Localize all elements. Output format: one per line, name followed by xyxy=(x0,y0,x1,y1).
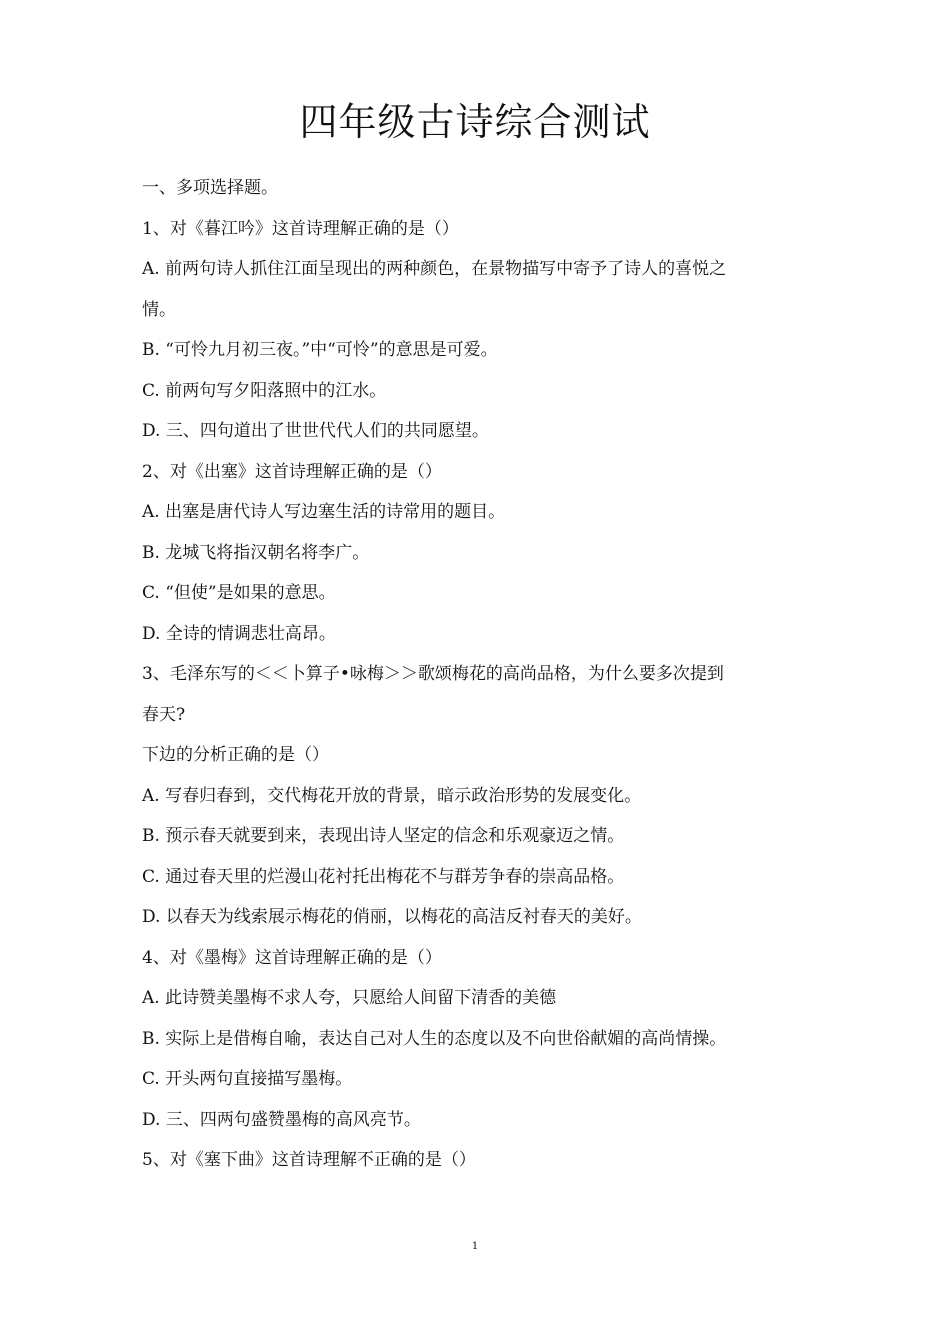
question-1-option-b: B. “可怜九月初三夜。”中“可怜”的意思是可爱。 xyxy=(142,340,498,360)
question-4-option-d: D. 三、四两句盛赞墨梅的高风亮节。 xyxy=(142,1109,421,1130)
question-3-prompt: 下边的分析正确的是（） xyxy=(142,745,329,765)
question-3-option-b: B. 预示春天就要到来，表现出诗人坚定的信念和乐观豪迈之情。 xyxy=(142,826,625,846)
question-3-continued: 春天? xyxy=(142,704,186,725)
question-4-option-c: C. 开头两句直接描写墨梅。 xyxy=(142,1069,353,1089)
question-4: 4、对《墨梅》这首诗理解正确的是（） xyxy=(142,947,442,968)
section-heading: 一、多项选择题。 xyxy=(142,178,278,198)
question-5: 5、对《塞下曲》这首诗理解不正确的是（） xyxy=(142,1150,476,1170)
question-3: 3、毛泽东写的＜＜卜算子•咏梅＞＞歌颂梅花的高尚品格，为什么要多次提到 xyxy=(142,664,724,684)
question-2: 2、对《出塞》这首诗理解正确的是（） xyxy=(142,461,442,482)
question-1-option-a-continued: 情。 xyxy=(142,299,176,320)
question-3-option-a: A. 写春归春到，交代梅花开放的背景，暗示政治形势的发展变化。 xyxy=(142,785,642,806)
question-2-option-a: A. 出塞是唐代诗人写边塞生活的诗常用的题目。 xyxy=(142,502,506,522)
page-number: 1 xyxy=(471,1241,479,1252)
question-1-option-a: A. 前两句诗人抓住江面呈现出的两种颜色，在景物描写中寄予了诗人的喜悦之 xyxy=(142,259,727,279)
question-2-option-c: C. “但使”是如果的意思。 xyxy=(142,583,336,603)
question-2-option-b: B. 龙城飞将指汉朝名将李广。 xyxy=(142,542,370,563)
question-3-option-d: D. 以春天为线索展示梅花的俏丽，以梅花的高洁反衬春天的美好。 xyxy=(142,907,642,927)
question-1-option-d: D. 三、四句道出了世世代代人们的共同愿望。 xyxy=(142,421,489,441)
question-4-option-a: A. 此诗赞美墨梅不求人夸，只愿给人间留下清香的美德 xyxy=(142,988,557,1008)
question-1-option-c: C. 前两句写夕阳落照中的江水。 xyxy=(142,380,387,401)
question-1: 1、对《暮江吟》这首诗理解正确的是（） xyxy=(142,218,459,239)
document-body xyxy=(142,168,812,1181)
question-4-option-b: B. 实际上是借梅自喻，表达自己对人生的态度以及不向世俗献媚的高尚情操。 xyxy=(142,1028,727,1049)
question-3-option-c: C. 通过春天里的烂漫山花衬托出梅花不与群芳争春的崇高品格。 xyxy=(142,866,625,887)
document-title: 四年级古诗综合测试 xyxy=(299,100,651,144)
question-2-option-d: D. 全诗的情调悲壮高昂。 xyxy=(142,623,336,644)
